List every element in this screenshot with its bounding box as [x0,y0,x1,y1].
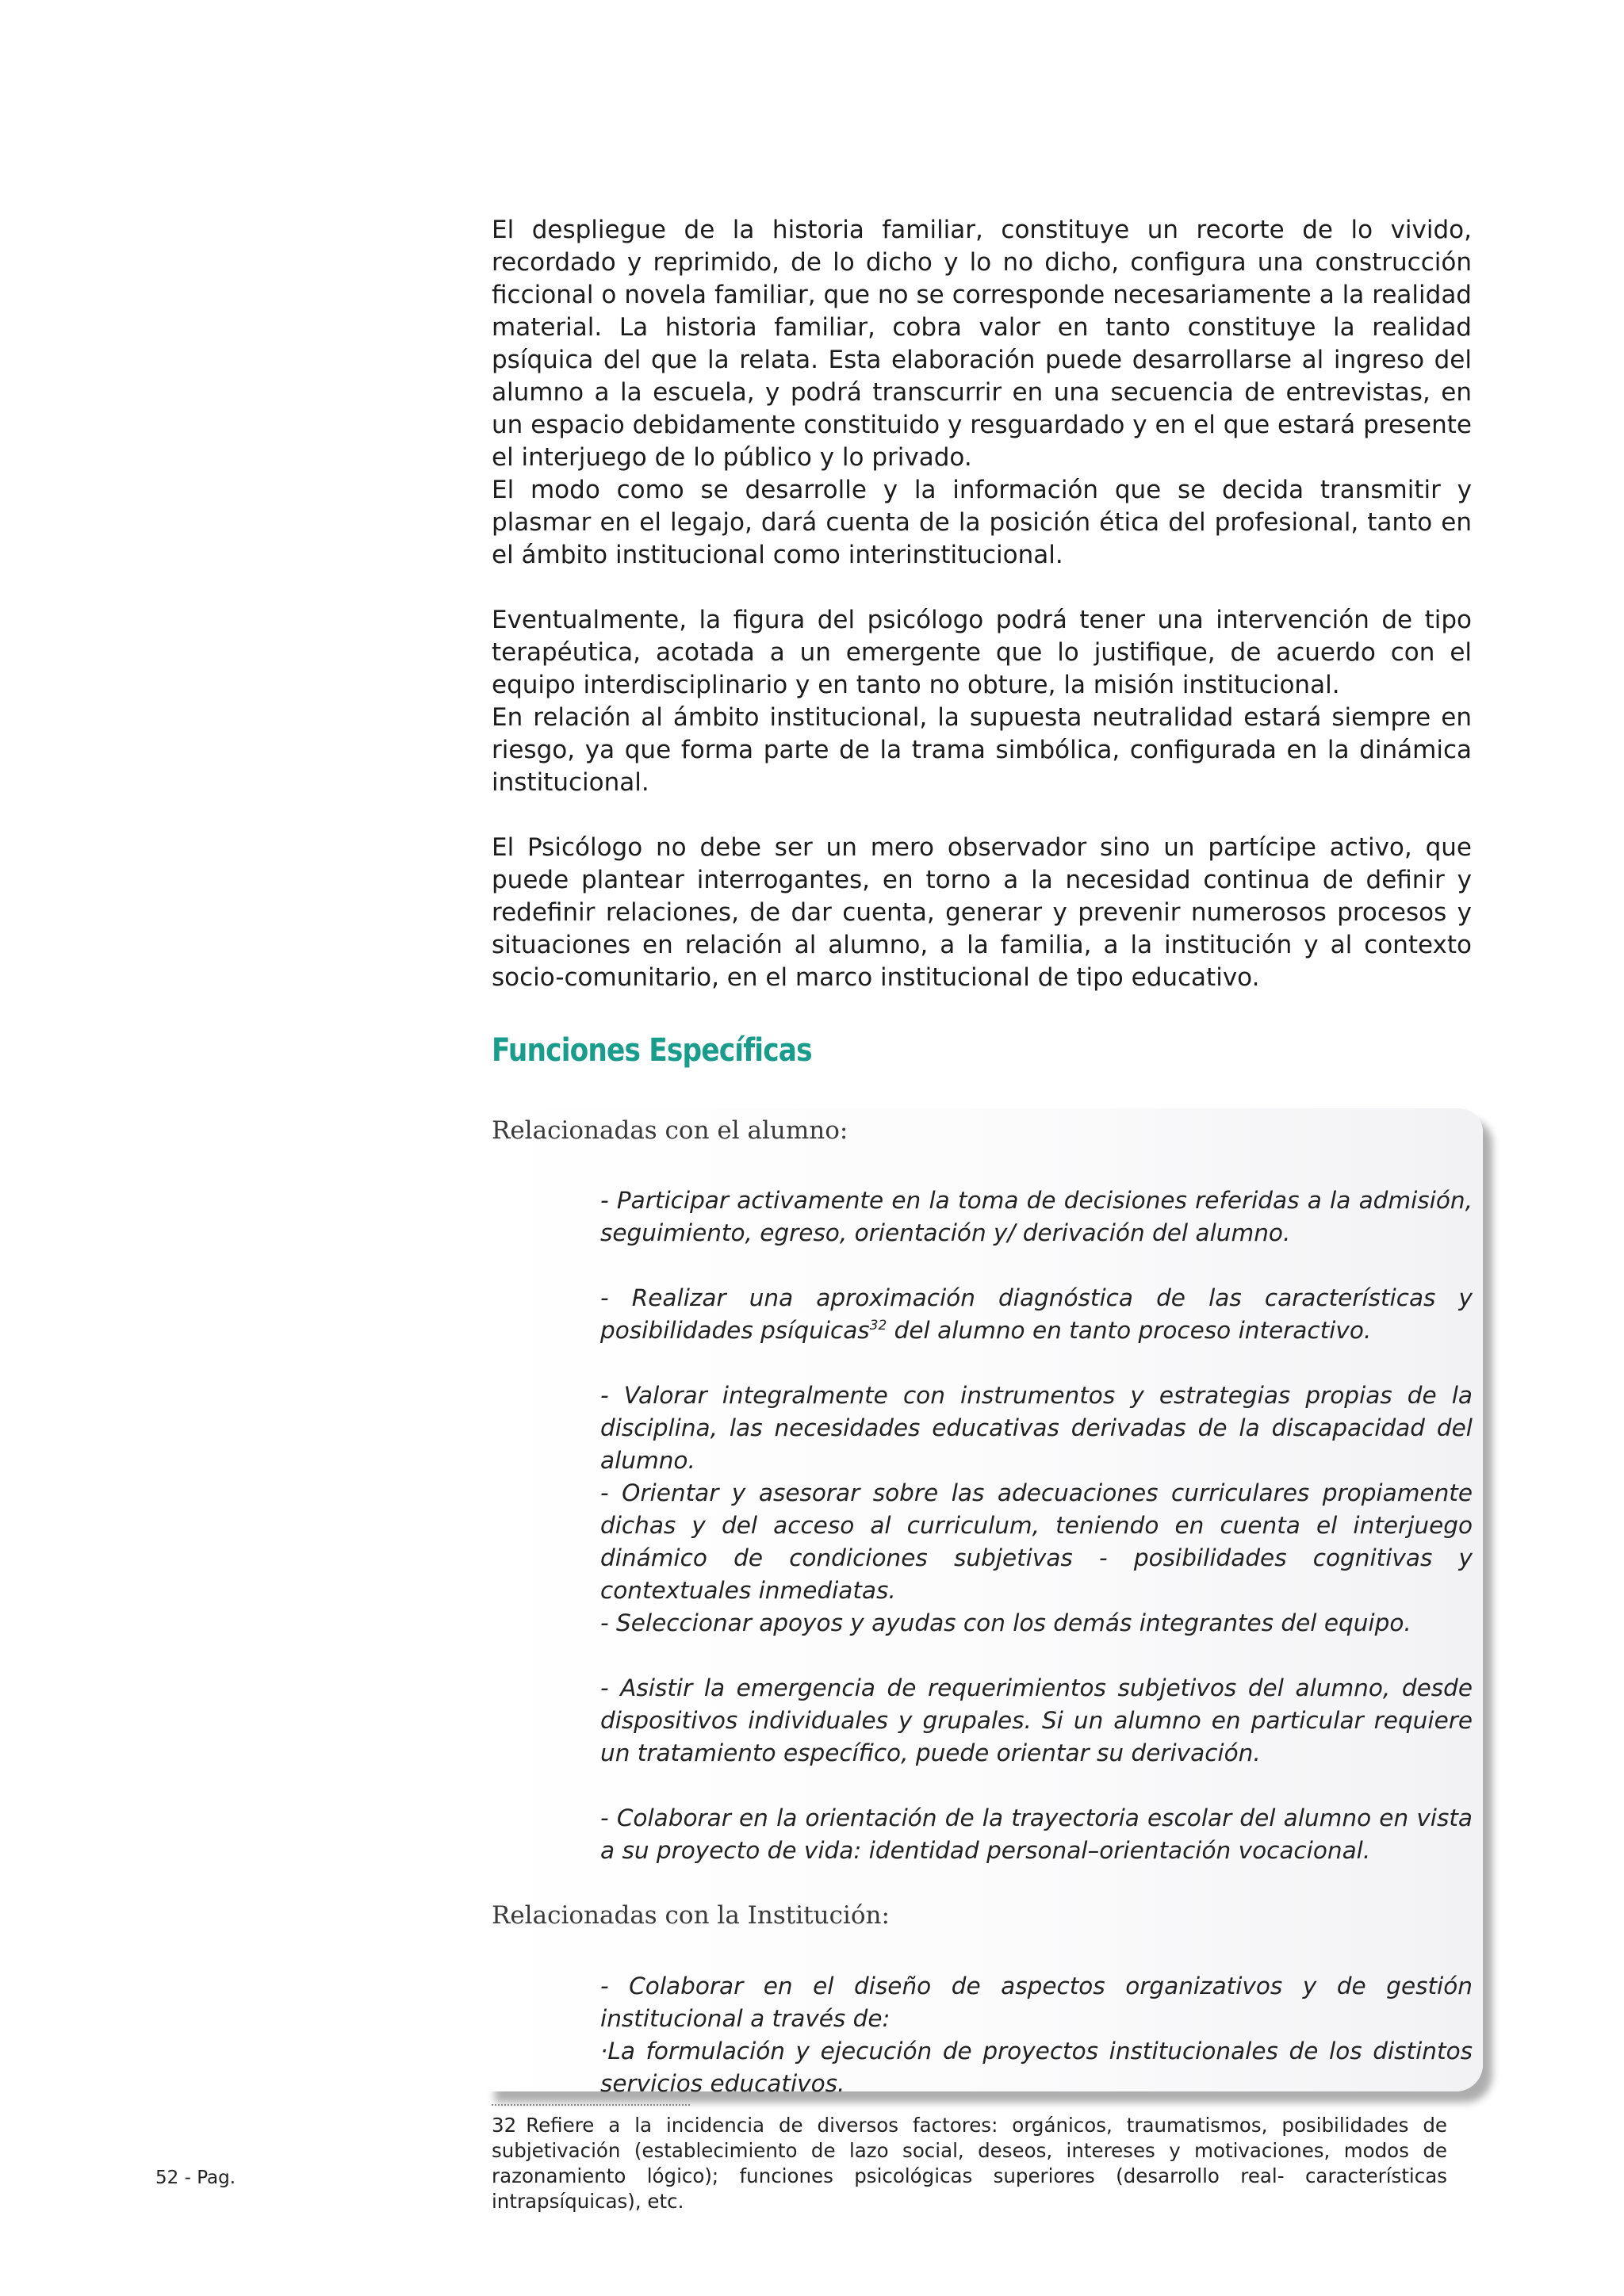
section-title: Funciones Específicas [492,1032,812,1069]
list-item [600,1282,1473,1347]
list-item-text: - Colaborar en el diseño de aspectos organizativos y de gestión institucional a través de: [600,1973,1473,2032]
list-item: - Valorar integralmente con instrumentos y estrategias propias de la disciplina, las necesidades educativas derivadas de la discapacidad del alumno. [600,1382,1473,1474]
list-item-text: del alumno en tanto proceso interactivo. [887,1317,1372,1344]
subheading-institucion: Relacionadas con la Institución: [492,1901,890,1930]
list-item-text: - Realizar una aproximación diagnóstica de las características y posibilidades psíquicas [600,1284,1473,1344]
footnote-text: Refiere a la incidencia de diversos factores: orgánicos, traumatismos, posibilidades de subjetivación (establecimiento de lazo social, deseos, intereses y motivaciones, modos de razonamiento lógico); funciones psicológicas superiores (desarrollo real- características intrapsíquicas), etc. [492,2114,1447,2213]
list-item: - Seleccionar apoyos y ayudas con los demás integrantes del equipo. [600,1609,1411,1636]
list-item [600,1970,1473,2100]
paragraph-ambito-institucional: En relación al ámbito institucional, la supuesta neutralidad estará siempre en riesgo, ya que forma parte de la trama simbólica, configurada en la dinámica institucional. [492,703,1472,797]
list-item: - Participar activamente en la toma de decisiones referidas a la admisión, seguimiento, egreso, orientación y/ derivación del alumno. [600,1187,1473,1246]
paragraph-modo-desarrollo: El modo como se desarrolle y la información que se decida transmitir y plasmar en el legajo, dará cuenta de la posición ética del profesional, tanto en el ámbito institucional como interinstitucional. [492,476,1472,569]
subheading-alumno: Relacionadas con el alumno: [492,1116,848,1145]
list-item: - Colaborar en la orientación de la trayectoria escolar del alumno en vista a su proyecto de vida: identidad personal–orientación vocacional. [600,1804,1473,1864]
list-item: - Orientar y asesorar sobre las adecuaciones curriculares propiamente dichas y del acceso al curriculum, teniendo en cuenta el interjuego dinámico de condiciones subjetivas - posibilidades cognitivas y contextuales inmediatas. [600,1479,1473,1604]
footnote-divider [492,2104,690,2106]
page-number: 52 - Pag. [155,2168,236,2188]
paragraph-psicologo-participe: El Psicólogo no debe ser un mero observador sino un partícipe activo, que puede plantear interrogantes, en torno a la necesidad continua de definir y redefinir relaciones, de dar cuenta, generar y prevenir numerosos procesos y situaciones en relación al alumno, a la familia, a la institución y al contexto socio-comunitario, en el marco institucional de tipo educativo. [492,833,1472,992]
paragraph-intervencion-terapeutica: Eventualmente, la figura del psicólogo podrá tener una intervención de tipo terapéutica, acotada a un emergente que lo justifique, de acuerdo con el equipo interdisciplinario y en tanto no obture, la misión institucional. [492,606,1472,699]
paragraph-historia-familiar: El despliegue de la historia familiar, constituye un recorte de lo vivido, recordado y reprimido, de lo dicho y lo no dicho, configura una construcción ficcional o novela familiar, que no se corresponde necesariamente a la realidad material. La historia familiar, cobra valor en tanto constituye la realidad psíquica del que la relata. Esta elaboración puede desarrollarse al ingreso del alumno a la escuela, y podrá transcurrir en una secuencia de entrevistas, en un espacio debidamente constituido y resguardado y en el que estará presente el interjuego de lo público y lo privado. [492,216,1472,472]
list-item: - Asistir la emergencia de requerimientos subjetivos del alumno, desde dispositivos individuales y grupales. Si un alumno en particular requiere un tratamiento específico, puede orientar su derivación. [600,1674,1473,1766]
list-subitem-text: ·La formulación y ejecución de proyectos institucionales de los distintos servicios educativos. [600,2038,1473,2097]
footnote-number: 32 [492,2114,517,2137]
footnote [492,2113,1447,2214]
footnote-ref[interactable]: 32 [869,1318,887,1334]
